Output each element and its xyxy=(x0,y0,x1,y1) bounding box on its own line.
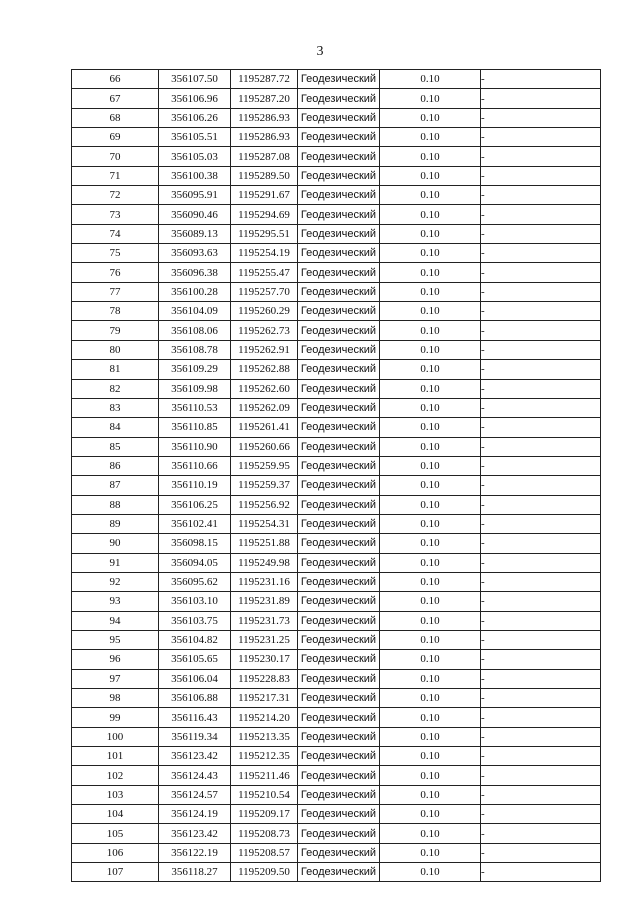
method-cell: Геодезический xyxy=(298,863,380,882)
y-coordinate-cell: 1195231.89 xyxy=(231,592,298,611)
method-cell: Геодезический xyxy=(298,340,380,359)
table-row xyxy=(72,302,601,321)
point-number-cell: 87 xyxy=(72,476,159,495)
note-cell: - xyxy=(481,70,601,89)
table-row xyxy=(72,379,601,398)
y-coordinate-cell: 1195287.72 xyxy=(231,70,298,89)
table-row xyxy=(72,205,601,224)
point-number-cell: 92 xyxy=(72,572,159,591)
point-number-cell: 74 xyxy=(72,224,159,243)
y-coordinate-cell: 1195256.92 xyxy=(231,495,298,514)
table-row xyxy=(72,282,601,301)
note-cell: - xyxy=(481,572,601,591)
x-coordinate-cell: 356093.63 xyxy=(159,244,231,263)
point-number-cell: 97 xyxy=(72,669,159,688)
point-number-cell: 107 xyxy=(72,863,159,882)
accuracy-cell: 0.10 xyxy=(380,360,481,379)
y-coordinate-cell: 1195231.16 xyxy=(231,572,298,591)
y-coordinate-cell: 1195259.37 xyxy=(231,476,298,495)
table-row xyxy=(72,244,601,263)
x-coordinate-cell: 356110.85 xyxy=(159,418,231,437)
table-row xyxy=(72,727,601,746)
note-cell: - xyxy=(481,379,601,398)
method-cell: Геодезический xyxy=(298,785,380,804)
point-number-cell: 99 xyxy=(72,708,159,727)
table-row xyxy=(72,689,601,708)
method-cell: Геодезический xyxy=(298,321,380,340)
method-cell: Геодезический xyxy=(298,805,380,824)
method-cell: Геодезический xyxy=(298,302,380,321)
accuracy-cell: 0.10 xyxy=(380,689,481,708)
accuracy-cell: 0.10 xyxy=(380,456,481,475)
x-coordinate-cell: 356119.34 xyxy=(159,727,231,746)
y-coordinate-cell: 1195286.93 xyxy=(231,108,298,127)
x-coordinate-cell: 356110.90 xyxy=(159,437,231,456)
accuracy-cell: 0.10 xyxy=(380,785,481,804)
y-coordinate-cell: 1195254.19 xyxy=(231,244,298,263)
x-coordinate-cell: 356110.66 xyxy=(159,456,231,475)
note-cell: - xyxy=(481,534,601,553)
accuracy-cell: 0.10 xyxy=(380,592,481,611)
accuracy-cell: 0.10 xyxy=(380,418,481,437)
accuracy-cell: 0.10 xyxy=(380,340,481,359)
x-coordinate-cell: 356123.42 xyxy=(159,747,231,766)
coordinates-table xyxy=(71,69,601,882)
table-row xyxy=(72,89,601,108)
y-coordinate-cell: 1195262.91 xyxy=(231,340,298,359)
y-coordinate-cell: 1195209.50 xyxy=(231,863,298,882)
y-coordinate-cell: 1195262.88 xyxy=(231,360,298,379)
y-coordinate-cell: 1195217.31 xyxy=(231,689,298,708)
x-coordinate-cell: 356105.51 xyxy=(159,128,231,147)
point-number-cell: 106 xyxy=(72,843,159,862)
method-cell: Геодезический xyxy=(298,456,380,475)
accuracy-cell: 0.10 xyxy=(380,302,481,321)
method-cell: Геодезический xyxy=(298,747,380,766)
note-cell: - xyxy=(481,650,601,669)
x-coordinate-cell: 356108.78 xyxy=(159,340,231,359)
accuracy-cell: 0.10 xyxy=(380,321,481,340)
method-cell: Геодезический xyxy=(298,592,380,611)
note-cell: - xyxy=(481,89,601,108)
method-cell: Геодезический xyxy=(298,224,380,243)
x-coordinate-cell: 356110.19 xyxy=(159,476,231,495)
table-row xyxy=(72,186,601,205)
table-row xyxy=(72,843,601,862)
accuracy-cell: 0.10 xyxy=(380,244,481,263)
accuracy-cell: 0.10 xyxy=(380,863,481,882)
table-row xyxy=(72,398,601,417)
x-coordinate-cell: 356095.91 xyxy=(159,186,231,205)
point-number-cell: 104 xyxy=(72,805,159,824)
point-number-cell: 98 xyxy=(72,689,159,708)
point-number-cell: 101 xyxy=(72,747,159,766)
x-coordinate-cell: 356106.04 xyxy=(159,669,231,688)
method-cell: Геодезический xyxy=(298,553,380,572)
note-cell: - xyxy=(481,244,601,263)
accuracy-cell: 0.10 xyxy=(380,572,481,591)
table-row xyxy=(72,669,601,688)
page-number: 3 xyxy=(316,44,324,59)
table-row xyxy=(72,630,601,649)
accuracy-cell: 0.10 xyxy=(380,650,481,669)
coordinates-table-body xyxy=(72,70,601,882)
table-row xyxy=(72,611,601,630)
method-cell: Геодезический xyxy=(298,669,380,688)
note-cell: - xyxy=(481,592,601,611)
y-coordinate-cell: 1195210.54 xyxy=(231,785,298,804)
table-row xyxy=(72,514,601,533)
table-row xyxy=(72,128,601,147)
y-coordinate-cell: 1195287.20 xyxy=(231,89,298,108)
y-coordinate-cell: 1195287.08 xyxy=(231,147,298,166)
method-cell: Геодезический xyxy=(298,398,380,417)
note-cell: - xyxy=(481,321,601,340)
y-coordinate-cell: 1195294.69 xyxy=(231,205,298,224)
point-number-cell: 68 xyxy=(72,108,159,127)
accuracy-cell: 0.10 xyxy=(380,805,481,824)
y-coordinate-cell: 1195289.50 xyxy=(231,166,298,185)
point-number-cell: 72 xyxy=(72,186,159,205)
y-coordinate-cell: 1195255.47 xyxy=(231,263,298,282)
accuracy-cell: 0.10 xyxy=(380,727,481,746)
accuracy-cell: 0.10 xyxy=(380,70,481,89)
y-coordinate-cell: 1195230.17 xyxy=(231,650,298,669)
note-cell: - xyxy=(481,398,601,417)
point-number-cell: 76 xyxy=(72,263,159,282)
method-cell: Геодезический xyxy=(298,205,380,224)
point-number-cell: 71 xyxy=(72,166,159,185)
x-coordinate-cell: 356106.25 xyxy=(159,495,231,514)
point-number-cell: 105 xyxy=(72,824,159,843)
y-coordinate-cell: 1195257.70 xyxy=(231,282,298,301)
y-coordinate-cell: 1195286.93 xyxy=(231,128,298,147)
note-cell: - xyxy=(481,186,601,205)
note-cell: - xyxy=(481,340,601,359)
method-cell: Геодезический xyxy=(298,650,380,669)
table-row xyxy=(72,824,601,843)
x-coordinate-cell: 356106.96 xyxy=(159,89,231,108)
method-cell: Геодезический xyxy=(298,186,380,205)
x-coordinate-cell: 356095.62 xyxy=(159,572,231,591)
y-coordinate-cell: 1195228.83 xyxy=(231,669,298,688)
point-number-cell: 95 xyxy=(72,630,159,649)
method-cell: Геодезический xyxy=(298,514,380,533)
note-cell: - xyxy=(481,669,601,688)
y-coordinate-cell: 1195209.17 xyxy=(231,805,298,824)
x-coordinate-cell: 356124.43 xyxy=(159,766,231,785)
table-row xyxy=(72,224,601,243)
accuracy-cell: 0.10 xyxy=(380,514,481,533)
accuracy-cell: 0.10 xyxy=(380,824,481,843)
point-number-cell: 84 xyxy=(72,418,159,437)
x-coordinate-cell: 356103.10 xyxy=(159,592,231,611)
accuracy-cell: 0.10 xyxy=(380,476,481,495)
point-number-cell: 78 xyxy=(72,302,159,321)
x-coordinate-cell: 356106.26 xyxy=(159,108,231,127)
note-cell: - xyxy=(481,437,601,456)
x-coordinate-cell: 356116.43 xyxy=(159,708,231,727)
accuracy-cell: 0.10 xyxy=(380,630,481,649)
table-row xyxy=(72,108,601,127)
note-cell: - xyxy=(481,689,601,708)
y-coordinate-cell: 1195260.66 xyxy=(231,437,298,456)
accuracy-cell: 0.10 xyxy=(380,611,481,630)
accuracy-cell: 0.10 xyxy=(380,205,481,224)
accuracy-cell: 0.10 xyxy=(380,186,481,205)
note-cell: - xyxy=(481,843,601,862)
x-coordinate-cell: 356100.38 xyxy=(159,166,231,185)
method-cell: Геодезический xyxy=(298,89,380,108)
note-cell: - xyxy=(481,747,601,766)
table-row xyxy=(72,340,601,359)
note-cell: - xyxy=(481,727,601,746)
point-number-cell: 88 xyxy=(72,495,159,514)
table-row xyxy=(72,805,601,824)
x-coordinate-cell: 356124.19 xyxy=(159,805,231,824)
table-row xyxy=(72,534,601,553)
table-row xyxy=(72,360,601,379)
y-coordinate-cell: 1195213.35 xyxy=(231,727,298,746)
point-number-cell: 81 xyxy=(72,360,159,379)
method-cell: Геодезический xyxy=(298,766,380,785)
method-cell: Геодезический xyxy=(298,128,380,147)
table-row xyxy=(72,166,601,185)
x-coordinate-cell: 356109.29 xyxy=(159,360,231,379)
note-cell: - xyxy=(481,166,601,185)
point-number-cell: 91 xyxy=(72,553,159,572)
y-coordinate-cell: 1195231.25 xyxy=(231,630,298,649)
table-row xyxy=(72,437,601,456)
table-row xyxy=(72,553,601,572)
table-row xyxy=(72,708,601,727)
accuracy-cell: 0.10 xyxy=(380,263,481,282)
y-coordinate-cell: 1195262.09 xyxy=(231,398,298,417)
table-row xyxy=(72,592,601,611)
y-coordinate-cell: 1195212.35 xyxy=(231,747,298,766)
point-number-cell: 82 xyxy=(72,379,159,398)
accuracy-cell: 0.10 xyxy=(380,224,481,243)
method-cell: Геодезический xyxy=(298,630,380,649)
table-row xyxy=(72,476,601,495)
x-coordinate-cell: 356107.50 xyxy=(159,70,231,89)
point-number-cell: 86 xyxy=(72,456,159,475)
accuracy-cell: 0.10 xyxy=(380,534,481,553)
point-number-cell: 85 xyxy=(72,437,159,456)
y-coordinate-cell: 1195291.67 xyxy=(231,186,298,205)
point-number-cell: 100 xyxy=(72,727,159,746)
point-number-cell: 79 xyxy=(72,321,159,340)
y-coordinate-cell: 1195251.88 xyxy=(231,534,298,553)
y-coordinate-cell: 1195231.73 xyxy=(231,611,298,630)
note-cell: - xyxy=(481,476,601,495)
x-coordinate-cell: 356103.75 xyxy=(159,611,231,630)
x-coordinate-cell: 356098.15 xyxy=(159,534,231,553)
x-coordinate-cell: 356105.03 xyxy=(159,147,231,166)
note-cell: - xyxy=(481,766,601,785)
point-number-cell: 90 xyxy=(72,534,159,553)
y-coordinate-cell: 1195259.95 xyxy=(231,456,298,475)
table-row xyxy=(72,572,601,591)
note-cell: - xyxy=(481,805,601,824)
y-coordinate-cell: 1195295.51 xyxy=(231,224,298,243)
accuracy-cell: 0.10 xyxy=(380,128,481,147)
note-cell: - xyxy=(481,514,601,533)
x-coordinate-cell: 356104.82 xyxy=(159,630,231,649)
point-number-cell: 83 xyxy=(72,398,159,417)
method-cell: Геодезический xyxy=(298,108,380,127)
x-coordinate-cell: 356110.53 xyxy=(159,398,231,417)
note-cell: - xyxy=(481,360,601,379)
note-cell: - xyxy=(481,418,601,437)
y-coordinate-cell: 1195208.57 xyxy=(231,843,298,862)
method-cell: Геодезический xyxy=(298,534,380,553)
table-row xyxy=(72,785,601,804)
method-cell: Геодезический xyxy=(298,418,380,437)
method-cell: Геодезический xyxy=(298,147,380,166)
x-coordinate-cell: 356122.19 xyxy=(159,843,231,862)
note-cell: - xyxy=(481,108,601,127)
x-coordinate-cell: 356104.09 xyxy=(159,302,231,321)
table-row xyxy=(72,747,601,766)
method-cell: Геодезический xyxy=(298,824,380,843)
x-coordinate-cell: 356123.42 xyxy=(159,824,231,843)
method-cell: Геодезический xyxy=(298,263,380,282)
note-cell: - xyxy=(481,147,601,166)
method-cell: Геодезический xyxy=(298,437,380,456)
y-coordinate-cell: 1195211.46 xyxy=(231,766,298,785)
method-cell: Геодезический xyxy=(298,360,380,379)
y-coordinate-cell: 1195214.20 xyxy=(231,708,298,727)
accuracy-cell: 0.10 xyxy=(380,108,481,127)
note-cell: - xyxy=(481,456,601,475)
note-cell: - xyxy=(481,128,601,147)
x-coordinate-cell: 356094.05 xyxy=(159,553,231,572)
accuracy-cell: 0.10 xyxy=(380,437,481,456)
table-row xyxy=(72,70,601,89)
note-cell: - xyxy=(481,282,601,301)
y-coordinate-cell: 1195208.73 xyxy=(231,824,298,843)
method-cell: Геодезический xyxy=(298,689,380,708)
accuracy-cell: 0.10 xyxy=(380,766,481,785)
x-coordinate-cell: 356118.27 xyxy=(159,863,231,882)
method-cell: Геодезический xyxy=(298,495,380,514)
note-cell: - xyxy=(481,785,601,804)
point-number-cell: 80 xyxy=(72,340,159,359)
x-coordinate-cell: 356124.57 xyxy=(159,785,231,804)
accuracy-cell: 0.10 xyxy=(380,89,481,108)
accuracy-cell: 0.10 xyxy=(380,166,481,185)
table-row xyxy=(72,863,601,882)
x-coordinate-cell: 356100.28 xyxy=(159,282,231,301)
accuracy-cell: 0.10 xyxy=(380,843,481,862)
note-cell: - xyxy=(481,863,601,882)
x-coordinate-cell: 356102.41 xyxy=(159,514,231,533)
accuracy-cell: 0.10 xyxy=(380,708,481,727)
method-cell: Геодезический xyxy=(298,708,380,727)
method-cell: Геодезический xyxy=(298,572,380,591)
y-coordinate-cell: 1195249.98 xyxy=(231,553,298,572)
table-row xyxy=(72,321,601,340)
x-coordinate-cell: 356096.38 xyxy=(159,263,231,282)
x-coordinate-cell: 356108.06 xyxy=(159,321,231,340)
point-number-cell: 73 xyxy=(72,205,159,224)
method-cell: Геодезический xyxy=(298,727,380,746)
accuracy-cell: 0.10 xyxy=(380,495,481,514)
table-row xyxy=(72,418,601,437)
table-row xyxy=(72,147,601,166)
accuracy-cell: 0.10 xyxy=(380,379,481,398)
point-number-cell: 70 xyxy=(72,147,159,166)
accuracy-cell: 0.10 xyxy=(380,747,481,766)
method-cell: Геодезический xyxy=(298,611,380,630)
method-cell: Геодезический xyxy=(298,379,380,398)
note-cell: - xyxy=(481,263,601,282)
x-coordinate-cell: 356105.65 xyxy=(159,650,231,669)
y-coordinate-cell: 1195254.31 xyxy=(231,514,298,533)
y-coordinate-cell: 1195262.60 xyxy=(231,379,298,398)
method-cell: Геодезический xyxy=(298,244,380,263)
x-coordinate-cell: 356106.88 xyxy=(159,689,231,708)
point-number-cell: 66 xyxy=(72,70,159,89)
point-number-cell: 93 xyxy=(72,592,159,611)
point-number-cell: 94 xyxy=(72,611,159,630)
note-cell: - xyxy=(481,205,601,224)
y-coordinate-cell: 1195261.41 xyxy=(231,418,298,437)
accuracy-cell: 0.10 xyxy=(380,282,481,301)
x-coordinate-cell: 356109.98 xyxy=(159,379,231,398)
table-row xyxy=(72,766,601,785)
method-cell: Геодезический xyxy=(298,843,380,862)
note-cell: - xyxy=(481,302,601,321)
point-number-cell: 102 xyxy=(72,766,159,785)
method-cell: Геодезический xyxy=(298,476,380,495)
table-row xyxy=(72,650,601,669)
table-row xyxy=(72,456,601,475)
note-cell: - xyxy=(481,553,601,572)
table-row xyxy=(72,263,601,282)
note-cell: - xyxy=(481,611,601,630)
method-cell: Геодезический xyxy=(298,70,380,89)
point-number-cell: 67 xyxy=(72,89,159,108)
method-cell: Геодезический xyxy=(298,282,380,301)
point-number-cell: 77 xyxy=(72,282,159,301)
accuracy-cell: 0.10 xyxy=(380,553,481,572)
point-number-cell: 69 xyxy=(72,128,159,147)
method-cell: Геодезический xyxy=(298,166,380,185)
point-number-cell: 89 xyxy=(72,514,159,533)
note-cell: - xyxy=(481,224,601,243)
point-number-cell: 103 xyxy=(72,785,159,804)
note-cell: - xyxy=(481,495,601,514)
point-number-cell: 75 xyxy=(72,244,159,263)
note-cell: - xyxy=(481,708,601,727)
accuracy-cell: 0.10 xyxy=(380,669,481,688)
y-coordinate-cell: 1195262.73 xyxy=(231,321,298,340)
accuracy-cell: 0.10 xyxy=(380,398,481,417)
note-cell: - xyxy=(481,630,601,649)
table-row xyxy=(72,495,601,514)
note-cell: - xyxy=(481,824,601,843)
point-number-cell: 96 xyxy=(72,650,159,669)
x-coordinate-cell: 356089.13 xyxy=(159,224,231,243)
x-coordinate-cell: 356090.46 xyxy=(159,205,231,224)
y-coordinate-cell: 1195260.29 xyxy=(231,302,298,321)
accuracy-cell: 0.10 xyxy=(380,147,481,166)
